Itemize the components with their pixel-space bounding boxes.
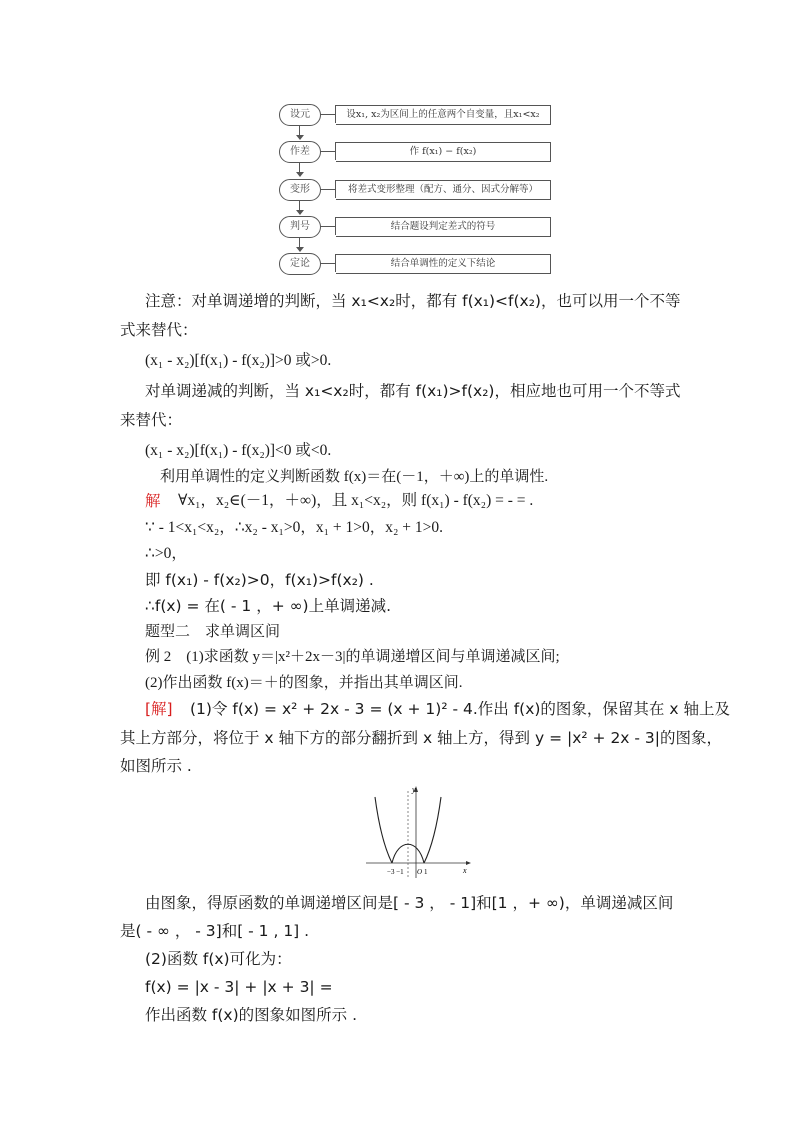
solution-line: (1)令 f(x) = x² + 2x - 3 = (x + 1)² - 4.作出 f(x)的图象，保留其在 x 轴上及 xyxy=(190,700,730,718)
text-line: 注意：对单调递增的判断，当 x₁<x₂时，都有 f(x₁)<f(x₂)，也可以用一个不等 xyxy=(145,292,681,310)
flow-step-label: 作差 xyxy=(279,141,321,163)
flow-arrow xyxy=(299,125,300,139)
flow-step-content: 结合单调性的定义下结论 xyxy=(336,254,551,274)
solution-line: 其上方部分，将位于 x 轴下方的部分翻折到 x 轴上方，得到 y = |x² + 2x - 3|的图象， xyxy=(120,729,723,747)
example-statement: 利用单调性的定义判断函数 f(x)＝在(－1，＋∞)上的单调性. xyxy=(160,469,549,485)
flow-step-label: 变形 xyxy=(279,179,321,201)
flow-connector xyxy=(320,114,336,115)
solution-line: (2)函数 f(x)可化为： xyxy=(145,950,292,968)
flow-step-content: 设x₁, x₂为区间上的任意两个自变量，且x₁<x₂ xyxy=(336,105,551,125)
text-line: 对单调递减的判断，当 x₁<x₂时，都有 f(x₁)>f(x₂)，相应地也可用一个不等式 xyxy=(145,382,681,400)
solution-line: 是( - ∞ ， - 3]和[ - 1 , 1] . xyxy=(120,922,310,940)
flow-step-label: 定论 xyxy=(279,253,321,275)
flow-step-5 xyxy=(279,253,552,275)
flow-connector xyxy=(320,189,336,190)
solution-line: f(x) = |x - 3| + |x + 3| = xyxy=(145,978,333,996)
abs-quadratic-graph xyxy=(362,783,474,881)
flow-connector xyxy=(320,263,336,264)
flow-connector xyxy=(320,226,336,227)
x-axis-label: x xyxy=(463,866,467,875)
flow-connector xyxy=(320,151,336,152)
flow-arrow xyxy=(299,237,300,251)
flow-arrow xyxy=(299,162,300,176)
flow-step-4 xyxy=(279,216,552,238)
solution-line: ∵ - 1<x₁<x₂，∴x₂ - x₁>0，x₁ + 1>0，x₂ + 1>0. xyxy=(145,519,444,536)
example-statement: (2)作出函数 f(x)＝＋的图象，并指出其单调区间. xyxy=(145,675,463,691)
section-heading: 题型二 求单调区间 xyxy=(145,624,281,640)
flow-arrow xyxy=(299,200,300,214)
tick-label-positive: 1 xyxy=(424,868,428,876)
solution-line: 即 f(x₁) - f(x₂)>0，f(x₁)>f(x₂) . xyxy=(145,571,374,589)
formula-line: (x₁ - x₂)[f(x₁) - f(x₂)]<0 或<0. xyxy=(145,442,332,459)
flow-step-label: 设元 xyxy=(279,104,321,126)
flow-step-content: 结合题设判定差式的符号 xyxy=(336,217,551,237)
right-branch-curve xyxy=(424,797,441,863)
text-line: 来替代： xyxy=(120,411,183,429)
flow-step-label: 判号 xyxy=(279,216,321,238)
solution-line: 作出函数 f(x)的图象如图所示 . xyxy=(145,1006,358,1024)
tick-label-negative: −3 −1 xyxy=(387,868,404,876)
x-axis-arrow xyxy=(466,861,471,865)
left-branch-curve xyxy=(375,797,392,863)
flow-step-content: 作 f(x₁) − f(x₂) xyxy=(336,142,551,162)
y-axis-label: y xyxy=(412,785,416,794)
solution-line: ∀x₁，x₂∈(－1，＋∞)，且 x₁<x₂，则 f(x₁) - f(x₂) = - = . xyxy=(178,492,534,509)
solution-tag: 解 xyxy=(145,492,161,510)
solution-line: 如图所示 . xyxy=(120,757,192,775)
solution-line: ∴>0， xyxy=(145,545,187,562)
flow-step-1 xyxy=(279,104,552,126)
text-line: 式来替代： xyxy=(120,321,198,339)
origin-label: O xyxy=(417,868,423,876)
flow-step-2 xyxy=(279,141,552,163)
monotonicity-flowchart xyxy=(279,104,552,276)
solution-line: ∴f(x) = 在( - 1 ，+ ∞)上单调递减. xyxy=(145,597,392,615)
solution-line: 由图象，得原函数的单调递增区间是[ - 3 ， - 1]和[1 ，+ ∞)，单调递减区间 xyxy=(145,894,674,912)
flow-step-content: 将差式变形整理（配方、通分、因式分解等） xyxy=(336,180,551,200)
formula-line: (x₁ - x₂)[f(x₁) - f(x₂)]>0 或>0. xyxy=(145,352,332,369)
solution-tag: [解] xyxy=(145,700,173,718)
flow-step-3 xyxy=(279,179,552,201)
example-statement: 例 2 (1)求函数 y＝|x²＋2x－3|的单调递增区间与单调递减区间; xyxy=(145,649,560,665)
